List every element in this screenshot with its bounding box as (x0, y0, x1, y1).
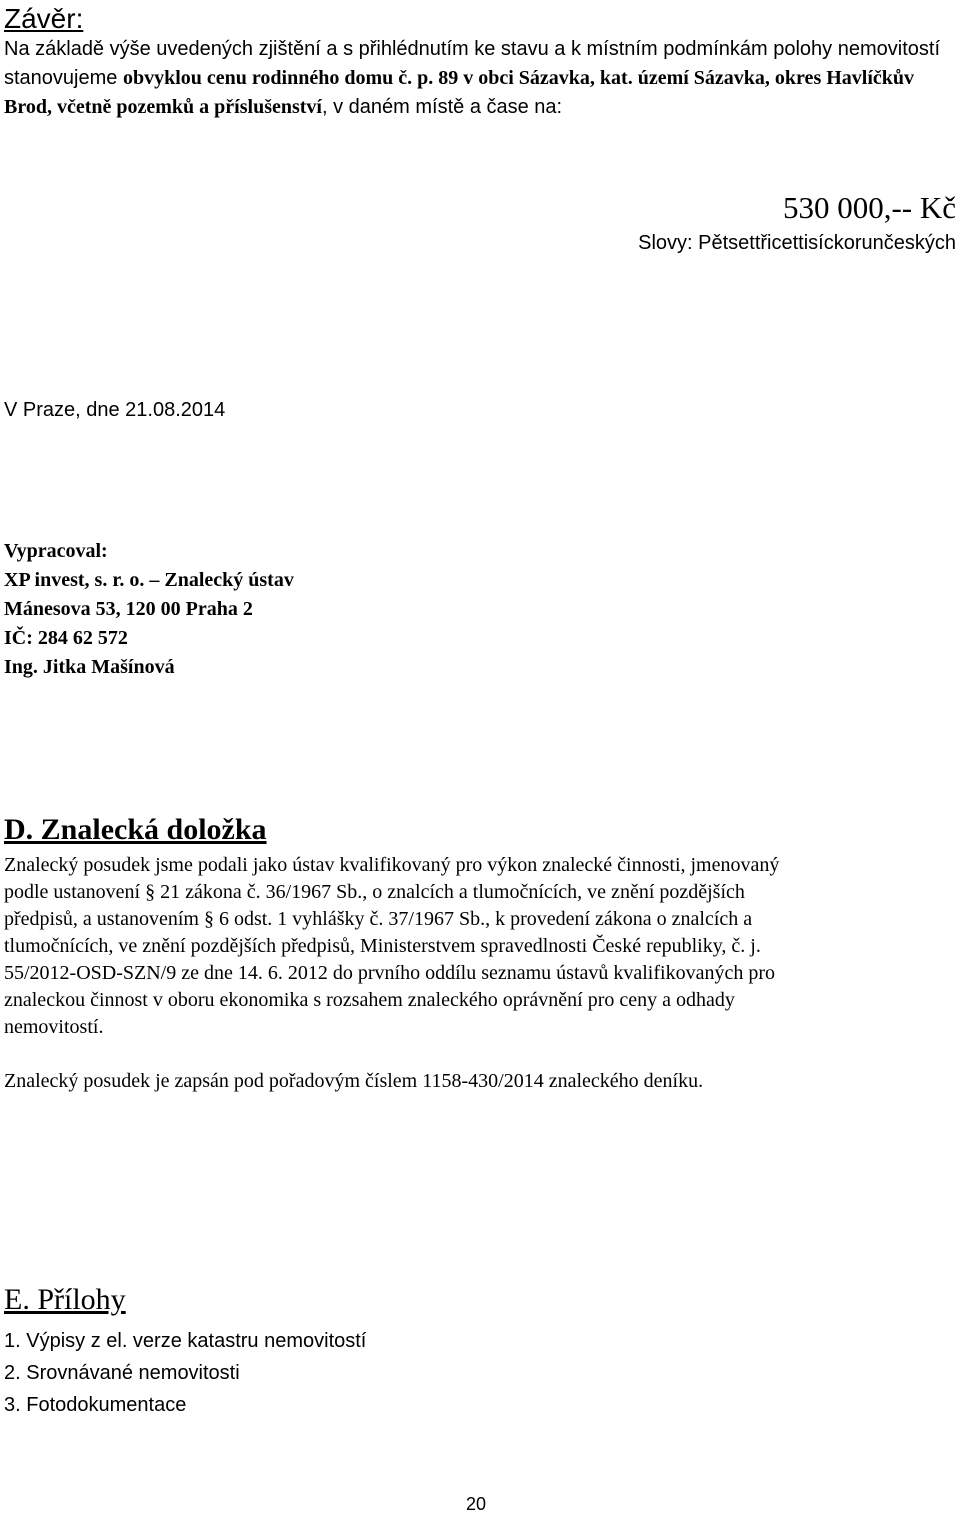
company-name: XP invest, s. r. o. – Znalecký ústav (4, 569, 294, 591)
price-in-words: Slovy: Pětsettřicettisíckorunčeských (638, 232, 956, 254)
clause-line: podle ustanovení § 21 zákona č. 36/1967 Sb., o znalcích a tlumočnících, ve znění pozdějších (4, 881, 745, 903)
attachments-list (4, 1325, 366, 1421)
prepared-by-block (4, 537, 294, 682)
company-ico: IČ: 284 62 572 (4, 627, 128, 649)
attachment-item: 2. Srovnávané nemovitosti (4, 1362, 240, 1384)
clause-line: znaleckou činnost v oboru ekonomika s rozsahem znaleckého oprávnění pro ceny a odhady (4, 989, 735, 1011)
clause-line: tlumočnících, ve znění pozdějších předpisů, Ministerstvem spravedlnosti České republiky, č. j. (4, 935, 761, 957)
conclusion-text: Na základě výše uvedených zjištění a s přihlédnutím ke stavu a k místním podmínkám polohy nemovitostí stanovujeme (4, 38, 940, 89)
clause-heading: D. Znalecká doložka (4, 813, 267, 846)
date-line: V Praze, dne 21.08.2014 (4, 399, 226, 421)
attachments-heading: E. Přílohy (4, 1283, 126, 1316)
company-address: Mánesova 53, 120 00 Praha 2 (4, 598, 253, 620)
clause-paragraph (4, 852, 954, 1041)
clause-line: předpisů, a ustanovením § 6 odst. 1 vyhlášky č. 37/1967 Sb., k provedení zákona o znalcích a (4, 908, 753, 930)
page-number: 20 (466, 1494, 487, 1514)
prepared-by-label: Vypracoval: (4, 540, 108, 562)
attachment-item: 3. Fotodokumentace (4, 1394, 187, 1416)
prepared-by-person: Ing. Jitka Mašínová (4, 656, 175, 678)
registry-note: Znalecký posudek je zapsán pod pořadovým číslem 1158-430/2014 znaleckého deníku. (4, 1070, 704, 1092)
clause-line: Znalecký posudek jsme podali jako ústav kvalifikovaný pro výkon znalecké činnosti, jmenovaný (4, 854, 780, 876)
price-value: 530 000,-- Kč (782, 190, 956, 225)
conclusion-paragraph (4, 35, 954, 122)
attachment-item: 1. Výpisy z el. verze katastru nemovitostí (4, 1330, 367, 1352)
conclusion-heading: Závěr: (4, 3, 84, 34)
clause-line: nemovitostí. (4, 1016, 104, 1038)
conclusion-bold-text: obvyklou cenu rodinného domu č. p. 89 v obci Sázavka, kat. území Sázavka, okres Havlíčkův Brod, včetně pozemků a příslušenství (4, 67, 915, 118)
conclusion-text-end: , v daném místě a čase na: (321, 96, 563, 118)
clause-line: 55/2012-OSD-SZN/9 ze dne 14. 6. 2012 do prvního oddílu seznamu ústavů kvalifikovaných pro (4, 962, 775, 984)
